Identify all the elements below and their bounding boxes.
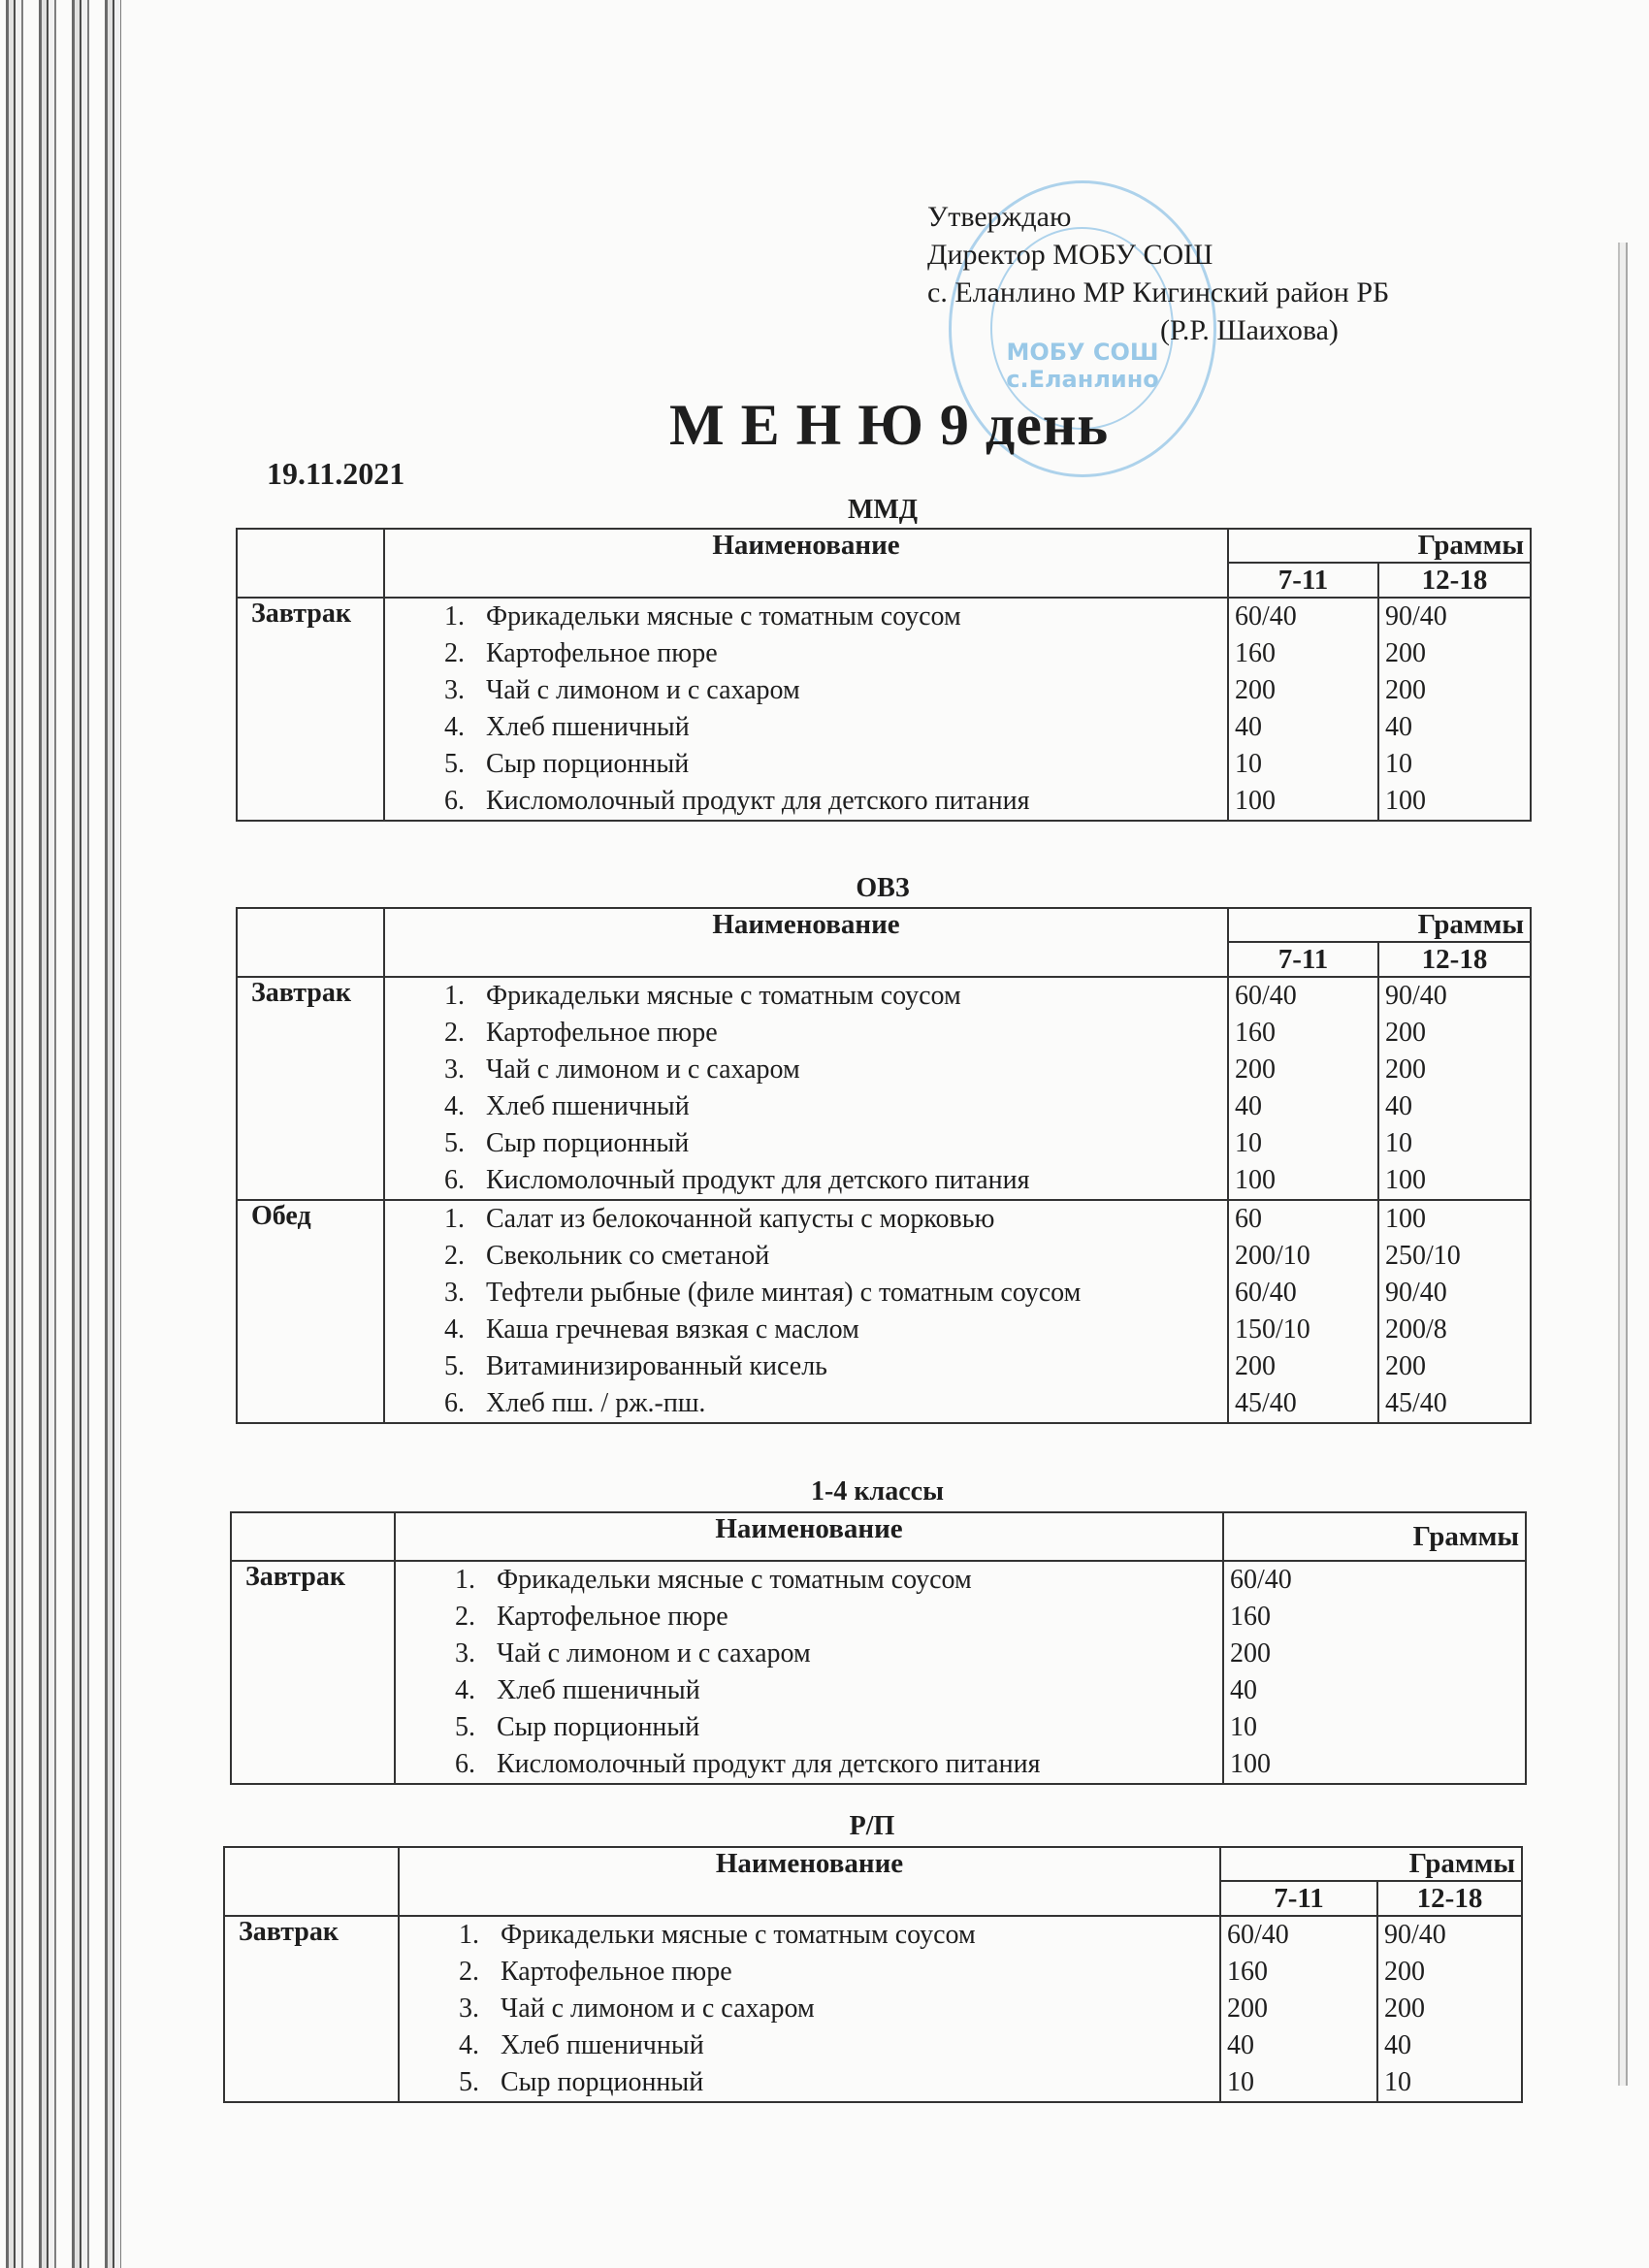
dish-number: 3. [444,1054,465,1085]
grams-value: 90/40 [1385,601,1447,632]
table-row [237,1200,1531,1423]
grams-value: 90/40 [1384,1920,1446,1950]
grams-value: 90/40 [1385,981,1447,1011]
grams-header: Граммы [1228,908,1531,942]
grams-value: 60/40 [1230,1565,1292,1595]
menu-table [236,528,1532,822]
grams-value: 200 [1235,675,1276,705]
grams-column [1377,1916,1522,2102]
table-row [237,977,1531,1200]
age-group-header: 7-11 [1228,563,1378,598]
grams-column [1228,598,1378,821]
meal-name: Обед [237,1200,384,1423]
approval-line: Директор МОБУ СОШ [927,239,1213,271]
grams-value: 40 [1385,1091,1412,1121]
age-group-header: 12-18 [1377,1881,1522,1916]
dish-name: Чай с лимоном и с сахаром [501,1993,815,2024]
grams-value: 100 [1230,1749,1271,1779]
grams-value: 60/40 [1235,601,1297,632]
grams-value: 10 [1384,2067,1411,2097]
dish-item [422,746,1221,783]
section-title: ММД [847,495,919,525]
table-header-row [224,1847,1522,1881]
name-header: Наименование [395,1512,1223,1561]
dish-number: 6. [444,1388,465,1418]
dish-name: Хлеб пшеничный [486,712,690,742]
grams-value: 200 [1227,1993,1268,2024]
dish-item [422,1275,1221,1312]
dish-name: Фрикадельки мясные с томатным соусом [486,981,961,1011]
dish-name: Чай с лимоном и с сахаром [497,1638,811,1669]
table-header-row [237,908,1531,942]
dish-item [436,1991,1213,2027]
grams-value: 200 [1385,1351,1426,1381]
table-header-row [231,1512,1526,1561]
dish-number: 4. [444,1314,465,1345]
dish-item [422,1238,1221,1275]
approval-line: с. Еланлино МР Кигинский район РБ [927,276,1390,308]
grams-value: 10 [1227,2067,1254,2097]
dish-name: Кисломолочный продукт для детского питания [486,786,1030,816]
age-group-header: 7-11 [1228,942,1378,977]
dish-item [422,1201,1221,1238]
grams-value: 40 [1230,1675,1257,1705]
dish-name: Сыр порционный [497,1712,700,1742]
dish-name: Сыр порционный [486,1128,690,1158]
scan-artifact-left [0,0,121,2268]
approval-line: Утверждаю [927,201,1072,233]
stamp-text: МОБУ СОШ с.Еланлино [1006,339,1159,393]
grams-value: 40 [1385,712,1412,742]
grams-value: 200 [1384,1957,1425,1987]
grams-column [1220,1916,1377,2102]
dish-name: Тефтели рыбные (филе минтая) с томатным соусом [486,1278,1082,1308]
grams-value: 100 [1385,786,1426,816]
signatory: (Р.Р. Шаихова) [1160,314,1339,346]
dish-name: Каша гречневая вязкая с маслом [486,1314,859,1345]
table-row [237,598,1531,821]
grams-value: 60 [1235,1204,1262,1234]
dish-number: 5. [459,2067,479,2097]
dish-name: Хлеб пшеничный [486,1091,690,1121]
grams-column [1228,1200,1378,1423]
dish-number: 3. [459,1993,479,2024]
grams-value: 10 [1385,749,1412,779]
grams-value: 100 [1385,1165,1426,1195]
dish-number: 4. [444,712,465,742]
approval-block [927,198,1389,349]
name-header: Наименование [384,529,1228,598]
dish-name: Витаминизированный кисель [486,1351,827,1381]
dish-number: 6. [444,786,465,816]
dish-number: 2. [459,1957,479,1987]
dish-item [433,1599,1216,1636]
dish-number: 2. [444,1241,465,1271]
grams-value: 40 [1235,712,1262,742]
dish-number: 6. [444,1165,465,1195]
grams-value: 60/40 [1235,981,1297,1011]
dish-number: 2. [444,1018,465,1048]
dish-name: Сыр порционный [501,2067,704,2097]
name-header: Наименование [384,908,1228,977]
grams-value: 45/40 [1235,1388,1297,1418]
dish-item [422,1162,1221,1199]
dish-number: 1. [455,1565,475,1595]
grams-value: 200 [1385,675,1426,705]
table-header-row [237,529,1531,563]
grams-value: 10 [1235,749,1262,779]
dish-name: Хлеб пшеничный [497,1675,700,1705]
grams-value: 10 [1235,1128,1262,1158]
dish-number: 1. [444,1204,465,1234]
dish-item [422,672,1221,709]
dish-list [399,1916,1220,2102]
menu-table [223,1846,1523,2103]
dish-item [436,2027,1213,2064]
dish-name: Кисломолочный продукт для детского питания [497,1749,1041,1779]
dish-item [422,1088,1221,1125]
page-title: М Е Н Ю 9 день [669,393,1110,457]
grams-column [1378,598,1531,821]
grams-column [1378,977,1531,1200]
dish-list [384,977,1228,1200]
dish-item [422,1312,1221,1348]
grams-value: 40 [1384,2030,1411,2060]
dish-item [436,1954,1213,1991]
meal-header [237,908,384,977]
grams-column [1223,1561,1526,1784]
dish-name: Фрикадельки мясные с томатным соусом [486,601,961,632]
grams-value: 160 [1230,1602,1271,1632]
dish-item [422,1052,1221,1088]
grams-value: 200 [1385,1018,1426,1048]
dish-name: Картофельное пюре [486,1018,718,1048]
dish-number: 1. [444,981,465,1011]
dish-name: Фрикадельки мясные с томатным соусом [497,1565,972,1595]
dish-number: 6. [455,1749,475,1779]
dish-list [384,598,1228,821]
grams-value: 100 [1235,786,1276,816]
dish-name: Сыр порционный [486,749,690,779]
grams-value: 200 [1385,638,1426,668]
dish-list [395,1561,1223,1784]
name-header: Наименование [399,1847,1220,1916]
dish-item [422,1348,1221,1385]
dish-number: 1. [459,1920,479,1950]
dish-number: 5. [444,1128,465,1158]
table-row [231,1561,1526,1784]
grams-value: 200/10 [1235,1241,1310,1271]
dish-name: Чай с лимоном и с сахаром [486,675,800,705]
grams-value: 200 [1235,1351,1276,1381]
grams-header: Граммы [1223,1512,1526,1561]
dish-number: 5. [455,1712,475,1742]
grams-value: 60/40 [1235,1278,1297,1308]
dish-item [422,1125,1221,1162]
dish-item [422,1015,1221,1052]
grams-value: 100 [1385,1204,1426,1234]
grams-value: 10 [1230,1712,1257,1742]
dish-name: Картофельное пюре [486,638,718,668]
dish-name: Чай с лимоном и с сахаром [486,1054,800,1085]
dish-item [436,1917,1213,1954]
dish-name: Салат из белокочанной капусты с морковью [486,1204,995,1234]
dish-item [433,1746,1216,1783]
dish-item [422,635,1221,672]
grams-value: 160 [1235,1018,1276,1048]
dish-name: Хлеб пш. / рж.-пш. [486,1388,706,1418]
meal-name: Завтрак [237,598,384,821]
dish-number: 3. [455,1638,475,1669]
meal-name: Завтрак [231,1561,395,1784]
grams-value: 90/40 [1385,1278,1447,1308]
dish-name: Фрикадельки мясные с томатным соусом [501,1920,976,1950]
dish-item [422,709,1221,746]
menu-table [236,907,1532,1424]
dish-item [422,599,1221,635]
scan-artifact-right [1610,243,1649,2086]
table-row [224,1916,1522,2102]
dish-name: Картофельное пюре [501,1957,732,1987]
grams-value: 40 [1235,1091,1262,1121]
meal-header [231,1512,395,1561]
dish-item [433,1636,1216,1672]
dish-number: 5. [444,749,465,779]
grams-header: Граммы [1220,1847,1522,1881]
dish-number: 4. [455,1675,475,1705]
dish-item [422,783,1221,820]
section-title: 1-4 классы [811,1476,944,1507]
age-group-header: 7-11 [1220,1881,1377,1916]
grams-value: 160 [1235,638,1276,668]
grams-column [1228,977,1378,1200]
dish-number: 4. [444,1091,465,1121]
dish-number: 3. [444,1278,465,1308]
dish-item [433,1672,1216,1709]
grams-value: 250/10 [1385,1241,1461,1271]
dish-item [433,1709,1216,1746]
grams-value: 200 [1384,1993,1425,2024]
grams-value: 160 [1227,1957,1268,1987]
meal-header [237,529,384,598]
grams-value: 200 [1230,1638,1271,1669]
grams-value: 200/8 [1385,1314,1447,1345]
menu-date: 19.11.2021 [267,456,405,491]
grams-value: 200 [1385,1054,1426,1085]
meal-name: Завтрак [224,1916,399,2102]
dish-number: 1. [444,601,465,632]
section-title: Р/П [849,1811,895,1841]
grams-column [1378,1200,1531,1423]
dish-item [422,978,1221,1015]
grams-value: 45/40 [1385,1388,1447,1418]
grams-value: 10 [1385,1128,1412,1158]
dish-name: Свекольник со сметаной [486,1241,770,1271]
dish-number: 2. [444,638,465,668]
dish-list [384,1200,1228,1423]
dish-number: 2. [455,1602,475,1632]
grams-value: 100 [1235,1165,1276,1195]
grams-value: 200 [1235,1054,1276,1085]
grams-value: 150/10 [1235,1314,1310,1345]
dish-number: 5. [444,1351,465,1381]
grams-header: Граммы [1228,529,1531,563]
dish-item [433,1562,1216,1599]
dish-name: Картофельное пюре [497,1602,728,1632]
dish-name: Кисломолочный продукт для детского питания [486,1165,1030,1195]
section-title: ОВЗ [856,873,910,903]
grams-value: 60/40 [1227,1920,1289,1950]
dish-name: Хлеб пшеничный [501,2030,704,2060]
meal-header [224,1847,399,1916]
age-group-header: 12-18 [1378,563,1531,598]
dish-item [422,1385,1221,1422]
dish-number: 4. [459,2030,479,2060]
age-group-header: 12-18 [1378,942,1531,977]
meal-name: Завтрак [237,977,384,1200]
grams-value: 40 [1227,2030,1254,2060]
dish-item [436,2064,1213,2101]
menu-table [230,1511,1527,1785]
dish-number: 3. [444,675,465,705]
